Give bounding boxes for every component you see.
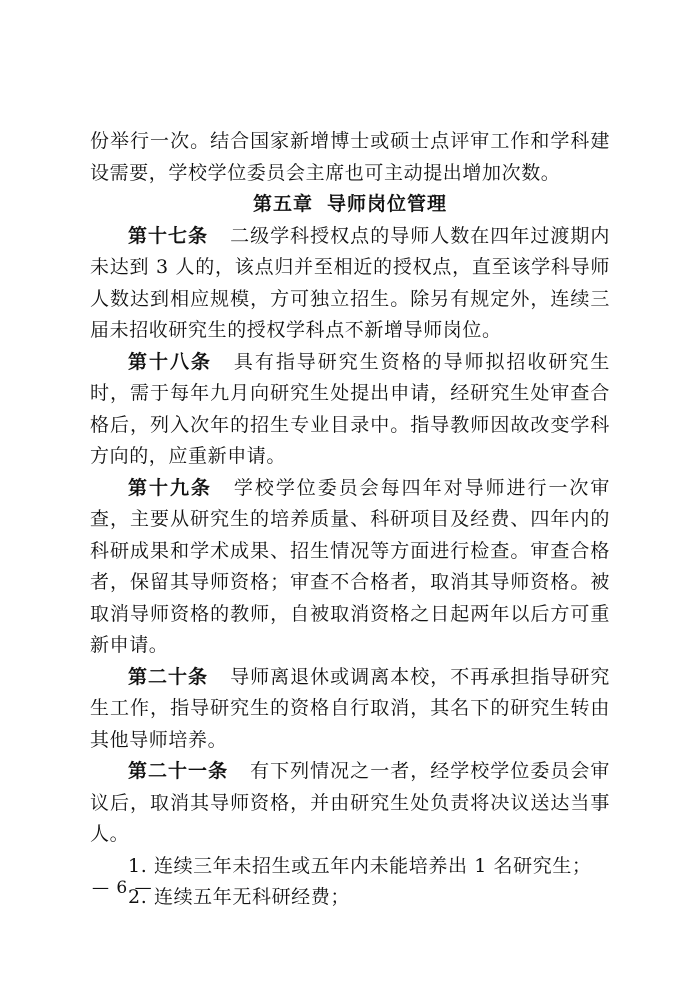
chapter-number: 第五章	[252, 193, 313, 215]
article-title: 第十八条	[128, 350, 212, 373]
article-18	[90, 347, 610, 473]
article-title: 第十七条	[128, 224, 209, 247]
list-item: 2. 连续五年无科研经费；	[128, 886, 350, 908]
body-text	[90, 126, 610, 914]
article-title: 第二十条	[128, 665, 209, 688]
article-17	[90, 221, 610, 347]
article-text: 二级学科授权点的导师人数在四年过渡期内未达到 3 人的，该点归并至相近的授权点，直至该学科导师人数达到相应规模，方可独立招生。除另有规定外，连续三届未招收研究生的授权学科点不新增导师岗位。	[90, 224, 610, 341]
intro-paragraph: 份举行一次。结合国家新增博士或硕士点评审工作和学科建设需要，学校学位委员会主席也可主动提出增加次数。	[90, 130, 610, 184]
article-text: 导师离退休或调离本校，不再承担指导研究生工作，指导研究生的资格自行取消，其名下的研究生转由其他导师培养。	[90, 665, 610, 751]
article-19	[90, 473, 610, 662]
article-20	[90, 662, 610, 757]
article-text: 具有指导研究生资格的导师拟招收研究生时，需于每年九月向研究生处提出申请，经研究生处审查合格后，列入次年的招生专业目录中。指导教师因故改变学科方向的，应重新申请。	[90, 350, 610, 467]
article-text: 学校学位委员会每四年对导师进行一次审查，主要从研究生的培养质量、科研项目及经费、四年内的科研成果和学术成果、招生情况等方面进行检查。审查合格者，保留其导师资格；审查不合格者，取消其导师资格。被取消导师资格的教师，自被取消资格之日起两年以后方可重新申请。	[90, 476, 610, 656]
article-title: 第十九条	[128, 476, 212, 499]
chapter-title: 导师岗位管理	[327, 193, 448, 215]
page-number: — 6 —	[92, 878, 153, 898]
list-item: 1. 连续三年未招生或五年内未能培养出 1 名研究生；	[128, 854, 592, 877]
article-title: 第二十一条	[128, 760, 229, 782]
chapter-heading	[90, 189, 610, 221]
article-21	[90, 756, 610, 851]
article-text: 有下列情况之一者，经学校学位委员会审议后，取消其导师资格，并由研究生处负责将决议送达当事人。	[90, 760, 610, 845]
